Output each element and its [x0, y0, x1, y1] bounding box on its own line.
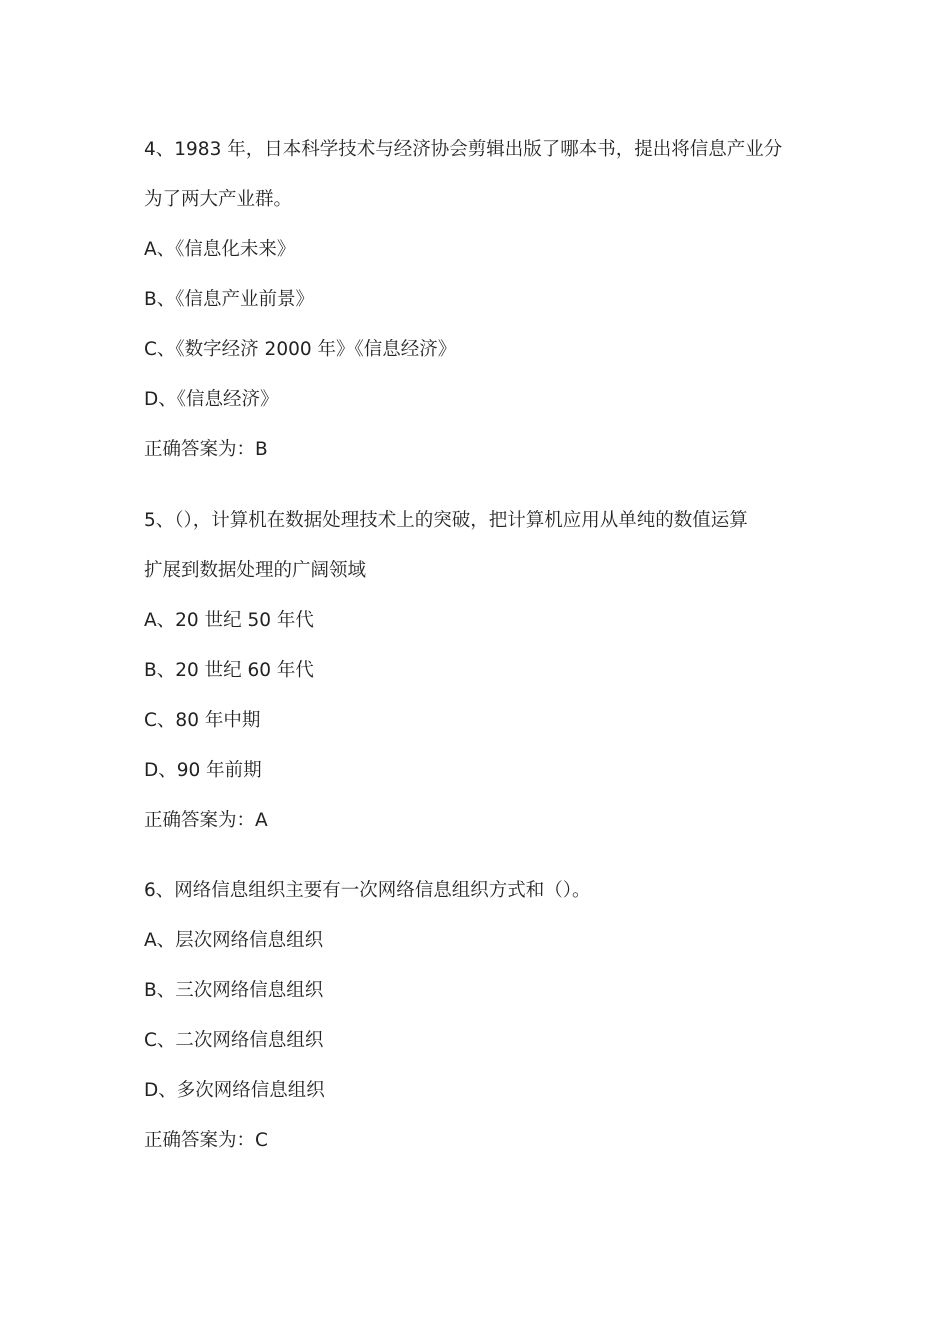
option-c: C、二次网络信息组织 [144, 1030, 324, 1051]
option-d: D、《信息经济》 [144, 389, 279, 410]
question-6 [144, 866, 814, 1166]
option-d: D、90 年前期 [144, 760, 262, 781]
option-a: A、层次网络信息组织 [144, 930, 324, 951]
option-c: C、80 年中期 [144, 710, 261, 731]
correct-answer: 正确答案为：C [144, 1130, 268, 1151]
question-5 [144, 496, 814, 846]
question-stem-line: 4、1983 年，日本科学技术与经济协会剪辑出版了哪本书，提出将信息产业分 [144, 139, 783, 160]
correct-answer: 正确答案为：A [144, 810, 268, 831]
option-c: C、《数字经济 2000 年》《信息经济》 [144, 339, 457, 360]
option-d: D、多次网络信息组织 [144, 1080, 325, 1101]
option-b: B、三次网络信息组织 [144, 980, 324, 1001]
correct-answer: 正确答案为：B [144, 439, 268, 460]
question-stem-line: 为了两大产业群。 [144, 189, 293, 210]
question-stem-line: 扩展到数据处理的广阔领域 [144, 560, 367, 581]
question-4 [144, 125, 814, 475]
question-stem-line: 6、网络信息组织主要有一次网络信息组织方式和（）。 [144, 880, 591, 901]
option-b: B、《信息产业前景》 [144, 289, 314, 310]
option-b: B、20 世纪 60 年代 [144, 660, 314, 681]
question-stem-line: 5、（），计算机在数据处理技术上的突破，把计算机应用从单纯的数值运算 [144, 510, 748, 531]
option-a: A、20 世纪 50 年代 [144, 610, 314, 631]
option-a: A、《信息化未来》 [144, 239, 296, 260]
